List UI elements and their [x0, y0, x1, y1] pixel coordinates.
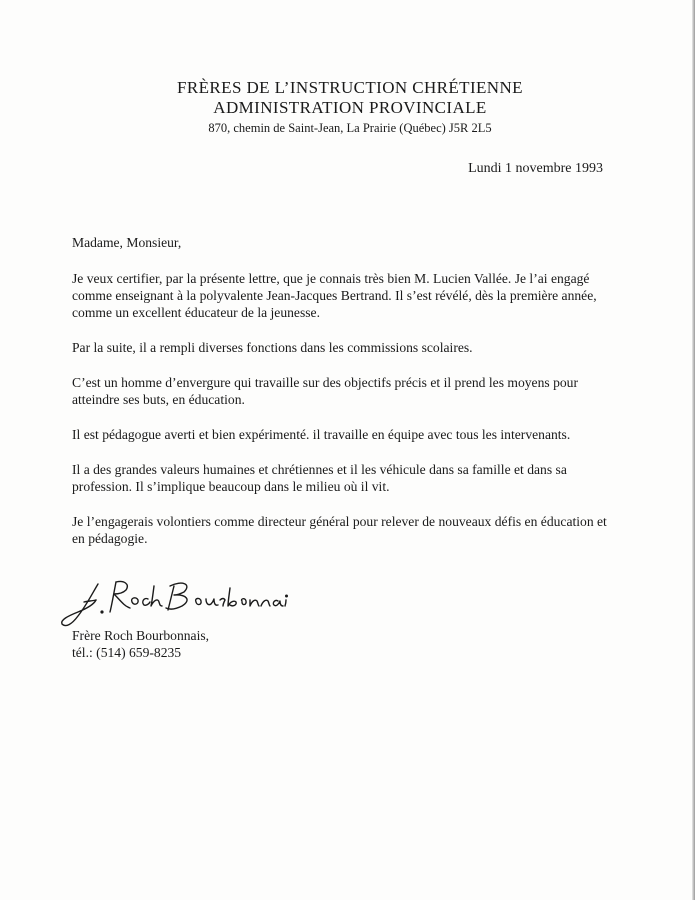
letter-date: Lundi 1 novembre 1993: [468, 161, 603, 176]
paragraph-2: Par la suite, il a rempli diverses fonctions dans les commissions scolaires.: [72, 340, 473, 355]
greeting: Madame, Monsieur,: [72, 235, 182, 250]
paragraph-3: C’est un homme d’envergure qui travaille sur des objectifs précis et il prend les moyens pour atteindre ses buts, en éducation.: [72, 375, 578, 407]
signature-drawing: [58, 572, 288, 632]
signer-block: [72, 627, 209, 661]
signature-text: f. Roch Bourbonnais: [58, 572, 67, 573]
paragraph-1: Je veux certifier, par la présente lettre, que je connais très bien M. Lucien Vallée. Je l’ai engagé comme enseignant à la polyvalente Jean-Jacques Bertrand. Il s’est révélé, dès la première année, comme un excellent éducateur de la jeunesse.: [72, 271, 597, 320]
paragraph-5: Il a des grandes valeurs humaines et chrétiennes et il les véhicule dans sa famille et dans sa profession. Il s’implique beaucoup dans le milieu où il vit.: [72, 462, 567, 494]
letterhead: [150, 78, 550, 137]
letter-body: [72, 234, 617, 565]
signer-phone: tél.: (514) 659-8235: [72, 645, 182, 660]
organization-address: 870, chemin de Saint-Jean, La Prairie (Québec) J5R 2L5: [208, 121, 492, 135]
signer-name: Frère Roch Bourbonnais,: [72, 628, 210, 643]
organization-subtitle: ADMINISTRATION PROVINCIALE: [213, 98, 487, 117]
paragraph-6: Je l’engagerais volontiers comme directeur général pour relever de nouveaux défis en éducation et en pédagogie.: [72, 514, 607, 546]
handwritten-signature: [58, 572, 288, 632]
paragraph-4: Il est pédagogue averti et bien expérimenté. il travaille en équipe avec tous les intervenants.: [72, 427, 571, 442]
organization-name: FRÈRES DE L’INSTRUCTION CHRÉTIENNE: [177, 78, 523, 97]
